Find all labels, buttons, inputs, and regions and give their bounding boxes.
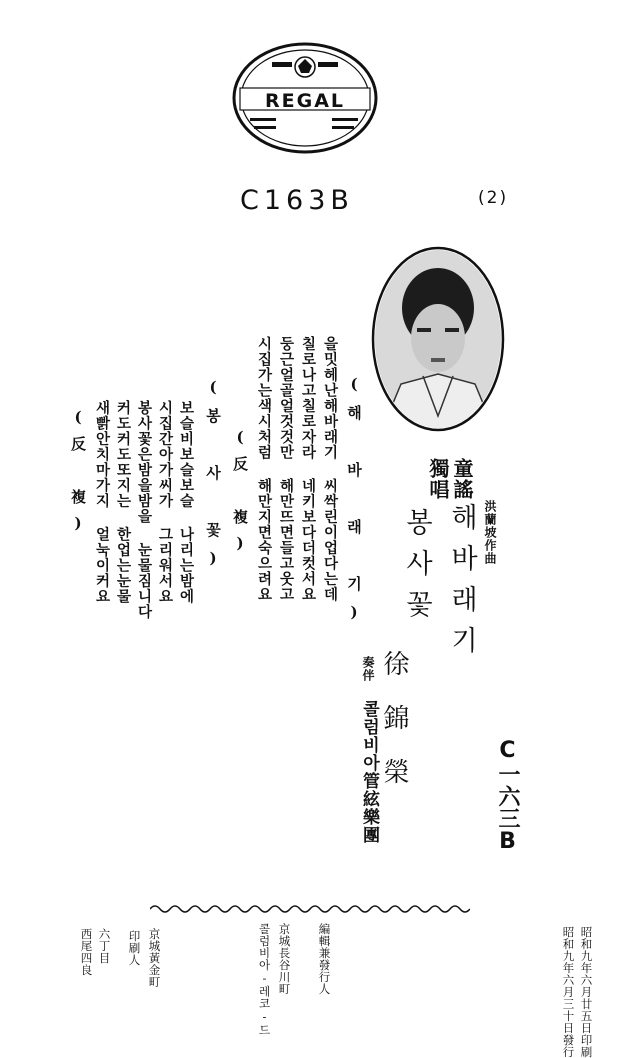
lyrics-song2-line: 커도커도또지는 한업는눈물 xyxy=(114,400,132,604)
lyrics-song2-line: 시집간아가씨가 그리워서요 xyxy=(156,400,174,604)
regal-logo xyxy=(232,42,378,154)
song-title-1: 해바래기 xyxy=(446,503,477,667)
lyrics-song2-line: 새빩안치마가지 얼눅이커요 xyxy=(93,400,111,604)
wavy-divider xyxy=(150,903,470,915)
lyrics-song1-line: 칠로나고칠로자라 네키보다더컷서요 xyxy=(299,336,317,602)
lyrics-song1-line: 둥근얼골얼것것만 해만뜨면들고웃고 xyxy=(277,336,295,602)
performance-label: 獨唱 xyxy=(426,458,450,500)
accompaniment-name: 콜럼비아管絃樂團 xyxy=(359,700,379,844)
colophon-publish-date: 昭和九年六月三十日發行 xyxy=(561,926,576,1058)
lyrics-song1-line: 시집가는색시처럼 해만지면숙으려요 xyxy=(255,336,273,602)
singer-portrait xyxy=(371,246,505,432)
colophon-publisher-address: 京城長谷川町 xyxy=(277,923,292,995)
colophon-printer: 印刷人 xyxy=(127,930,142,966)
logo-text: REGAL xyxy=(264,90,346,112)
lyrics-song1-repeat: (反 複) xyxy=(231,428,249,562)
colophon-publisher-name: 콜럼비아-레코-드 xyxy=(257,923,272,1036)
colophon-block-number: 六丁目 xyxy=(97,928,112,964)
lyrics-song2-line: 보슬비보슬보슬 나리는밤에 xyxy=(177,400,195,604)
colophon-print-date: 昭和九年六月廿五日印刷 xyxy=(579,926,594,1058)
lyrics-song2-repeat: (反 複) xyxy=(69,408,87,542)
colophon-company-location: 京城黃金町 xyxy=(147,928,162,988)
lyrics-song1-title: (해 바 래 기) xyxy=(345,375,363,633)
side-number: (2) xyxy=(478,188,509,208)
lyrics-song1-line: 을밋헤난해바래기 씨싹린이업다는데 xyxy=(321,336,339,602)
composer-credit: 洪蘭坡作曲 xyxy=(483,500,497,565)
colophon-editor-publisher: 編輯兼發行人 xyxy=(317,923,332,995)
catalog-number: C163B xyxy=(240,185,354,216)
lyrics-song2-line: 봉사꽃은밤을밤을 눈물짐니다 xyxy=(135,400,153,620)
colophon-printer-name: 西尾四良 xyxy=(79,928,94,976)
genre-label: 童謠 xyxy=(450,458,474,500)
song-title-2: 봉사꽃 xyxy=(401,508,432,631)
catalog-vertical: C一六三B xyxy=(495,738,520,854)
singer-name: 徐錦榮 xyxy=(379,650,409,812)
accompaniment-label: 奏伴 xyxy=(361,656,375,682)
lyrics-song2-title: (봉 사 꽃) xyxy=(204,378,222,579)
